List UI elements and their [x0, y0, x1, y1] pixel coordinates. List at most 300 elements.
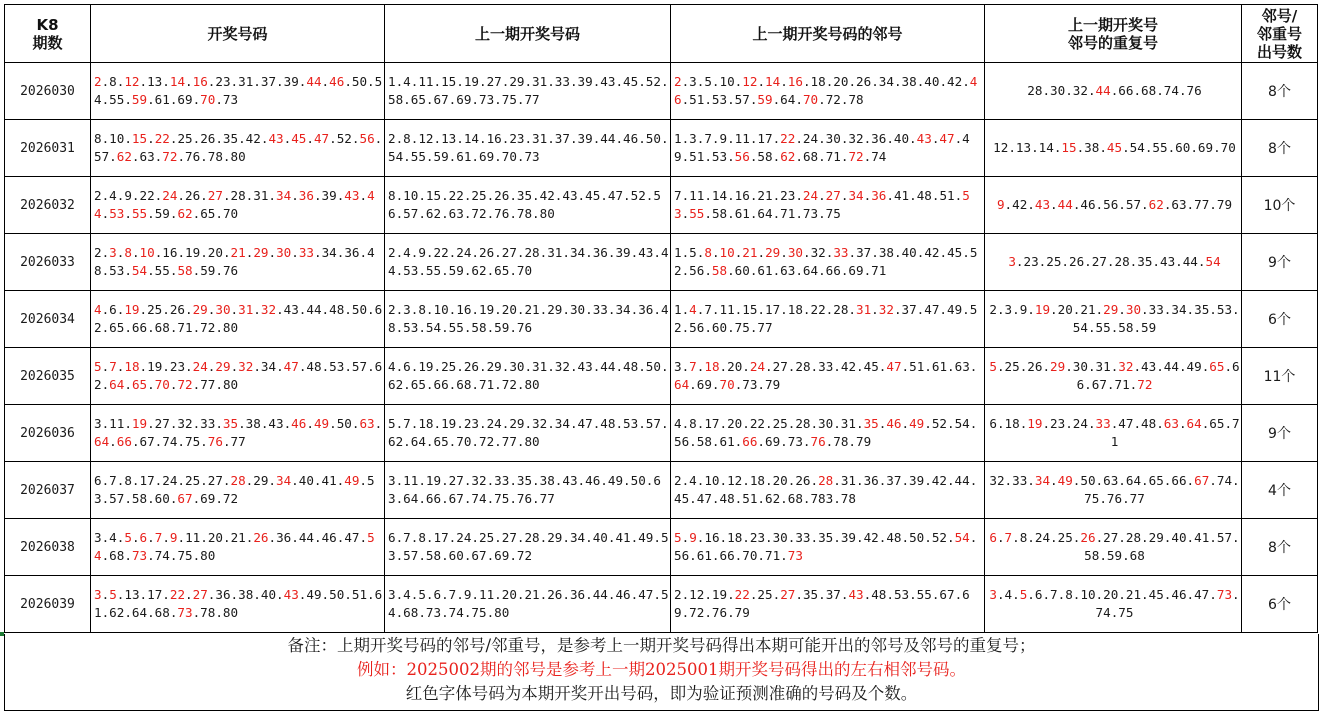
hit-number: 64 [674, 377, 690, 392]
number-text: .74.75 [1095, 587, 1240, 620]
header-prev-neighbors: 上一期开奖号码的邻号 [671, 5, 985, 63]
number-text: . [901, 416, 910, 431]
hit-count-cell: 8个 [1242, 120, 1318, 177]
header-row [5, 5, 1318, 63]
number-text: . [780, 245, 788, 260]
repeat-numbers-cell [985, 405, 1242, 462]
hit-number: 24 [802, 188, 819, 203]
number-text: . [245, 245, 254, 260]
hit-number: 70 [200, 92, 216, 107]
hit-number: 67 [1194, 473, 1210, 488]
table-row [5, 291, 1318, 348]
hit-number: 15 [131, 131, 148, 146]
header-issue-line1: K8 [36, 15, 59, 34]
hit-number: 7 [109, 359, 117, 374]
number-text: .66.68.74.76 [1110, 83, 1202, 98]
hit-number: 43 [916, 131, 932, 146]
hit-count-cell: 10个 [1242, 177, 1318, 234]
hit-number: 4 [94, 302, 102, 317]
number-text: .59. [147, 206, 178, 221]
number-text: .51.53.57. [681, 92, 758, 107]
number-text: .6. [101, 302, 125, 317]
hit-number: 47 [283, 359, 299, 374]
number-text: .37.38.40.42.45.52.56. [674, 245, 978, 278]
table-row [5, 405, 1318, 462]
hit-number: 54 [1205, 254, 1221, 269]
number-text: . [131, 245, 140, 260]
number-text: .63.77.79 [1163, 197, 1233, 212]
hit-number: 8 [704, 245, 712, 260]
number-text: .25. [749, 587, 781, 602]
number-text: . [871, 302, 879, 317]
number-text: .42. [1004, 197, 1035, 212]
hit-number: 56 [734, 149, 750, 164]
number-text: .36.38.40. [207, 587, 284, 602]
hit-number: 5 [989, 359, 997, 374]
number-text: .78.80 [192, 605, 239, 620]
number-text: 1.5. [674, 245, 705, 260]
number-text: .33.34.35.53.54.55.58.59 [1072, 302, 1240, 335]
header-issue [5, 5, 91, 63]
neighbor-numbers-cell [671, 63, 985, 120]
draw-numbers-cell [91, 234, 385, 291]
number-text: .78.79 [825, 434, 872, 449]
draw-numbers-cell [91, 120, 385, 177]
number-text: . [681, 530, 690, 545]
hit-number: 76 [207, 434, 223, 449]
prev-numbers-cell [385, 120, 671, 177]
hit-number: 29 [1103, 302, 1119, 317]
hit-number: 56 [359, 131, 375, 146]
number-text: 2.8.12.13.14.16.23.31.37.39.44.46.50.54.55.59.61.69.70.73 [388, 131, 669, 164]
number-text: . [147, 530, 155, 545]
issue-cell: 2026032 [5, 177, 91, 234]
number-text: .6.7.8.10.20.21.45.46.47. [1027, 587, 1217, 602]
number-text: . [359, 188, 368, 203]
number-text: 2.3.8.10.16.19.20.21.29.30.33.34.36.48.53.54.55.58.59.76 [388, 302, 669, 335]
number-text: .7.11.15.17.18.22.28. [696, 302, 856, 317]
number-text: .74.75.76.77 [1084, 473, 1240, 506]
hit-number: 66 [742, 434, 758, 449]
hit-number: 32 [238, 359, 254, 374]
hit-number: 24 [192, 359, 208, 374]
hit-count-cell: 6个 [1242, 291, 1318, 348]
number-text: 7.11.14.16.21.23. [674, 188, 803, 203]
hit-number: 7 [1004, 530, 1013, 545]
number-text: .36.44.46.47. [268, 530, 368, 545]
hit-number: 62 [780, 149, 796, 164]
number-text: . [185, 587, 193, 602]
number-text: 6.7.8.17.24.25.27.28.29.34.40.41.49.53.57.58.60.67.69.72 [388, 530, 669, 563]
hit-number: 54 [131, 263, 148, 278]
number-text: 5.7.18.19.23.24.29.32.34.47.48.53.57.62.64.65.70.72.77.80 [388, 416, 669, 449]
number-text: . [169, 377, 178, 392]
hit-number: 10 [139, 245, 155, 260]
number-text: . [840, 188, 849, 203]
hit-count-cell: 8个 [1242, 519, 1318, 576]
number-text: . [1178, 416, 1187, 431]
number-text: .48.53.57.62. [94, 359, 383, 392]
hit-number: 53 [109, 206, 125, 221]
number-text: 2.4.9.22.24.26.27.28.31.34.36.39.43.44.53.55.59.62.65.70 [388, 245, 669, 278]
hit-number: 32 [878, 302, 894, 317]
repeat-numbers-cell [985, 291, 1242, 348]
issue-cell: 2026034 [5, 291, 91, 348]
number-text: .13.17. [116, 587, 170, 602]
hit-number: 34 [848, 188, 864, 203]
neighbor-numbers-cell [671, 234, 985, 291]
hit-number: 47 [886, 359, 902, 374]
number-text: . [818, 188, 826, 203]
hit-number: 34 [1034, 473, 1051, 488]
issue-cell: 2026035 [5, 348, 91, 405]
number-text: 3.4. [94, 530, 125, 545]
number-text: .23.24. [1042, 416, 1096, 431]
hit-number: 10 [719, 245, 735, 260]
number-text: .50.63.64.65.66. [1072, 473, 1195, 488]
number-text: .11.20.21. [177, 530, 254, 545]
hit-number: 28 [818, 473, 834, 488]
draw-numbers-cell [91, 177, 385, 234]
number-text: .13. [139, 74, 170, 89]
hit-number: 67 [177, 491, 193, 506]
hit-number: 65 [131, 377, 148, 392]
number-text: . [207, 359, 216, 374]
hit-number: 12 [742, 74, 758, 89]
number-text: . [101, 206, 110, 221]
prev-numbers-cell [385, 348, 671, 405]
number-text: . [185, 74, 193, 89]
number-text: .27.28.33.42.45. [765, 359, 887, 374]
header-draw: 开奖号码 [91, 5, 385, 63]
number-text: .74.75.80 [147, 548, 216, 563]
hit-number: 27 [825, 188, 841, 203]
hit-number: 30 [276, 245, 292, 260]
hit-number: 28 [230, 473, 246, 488]
hit-number: 44 [94, 188, 375, 221]
hit-count-cell: 8个 [1242, 63, 1318, 120]
draw-numbers-cell [91, 405, 385, 462]
hit-number: 73 [1216, 587, 1233, 602]
number-text: . [696, 359, 705, 374]
number-text: . [757, 245, 766, 260]
hit-number: 43 [848, 587, 864, 602]
hit-number: 24 [749, 359, 766, 374]
repeat-numbers-cell [985, 177, 1242, 234]
hit-number: 46 [674, 74, 978, 107]
number-text: 2.4.10.12.18.20.26. [674, 473, 819, 488]
table-row [5, 576, 1318, 633]
number-text: 3.4.5.6.7.9.11.20.21.26.36.44.46.47.54.68.73.74.75.80 [388, 587, 669, 620]
remark-line-2: 例如：2025002期的邻号是参考上一期2025001期开奖号码得出的左右相邻号码。 [357, 660, 966, 679]
hit-number: 64 [94, 434, 110, 449]
hit-number: 3 [109, 245, 117, 260]
number-text: 8.10. [94, 131, 132, 146]
table-row [5, 234, 1318, 291]
number-text: .65.71 [1110, 416, 1240, 449]
number-text: . [931, 131, 940, 146]
hit-number: 63 [359, 416, 375, 431]
number-text: .50. [329, 416, 360, 431]
number-text: .69.72 [192, 491, 239, 506]
hit-number: 73 [177, 605, 193, 620]
repeat-numbers-cell [985, 576, 1242, 633]
hit-number: 3 [94, 587, 102, 602]
hit-number: 27 [207, 188, 223, 203]
issue-cell: 2026038 [5, 519, 91, 576]
hit-number: 33 [1095, 416, 1111, 431]
number-text: 2.12.19. [674, 587, 735, 602]
draw-numbers-cell [91, 348, 385, 405]
number-text: .26. [177, 188, 208, 203]
hit-number: 43 [268, 131, 284, 146]
number-text: .43.44.49. [1133, 359, 1210, 374]
repeat-numbers-cell [985, 519, 1242, 576]
number-text: .8.24.25. [1012, 530, 1081, 545]
hit-number: 18 [704, 359, 720, 374]
hit-number: 76 [810, 434, 826, 449]
number-text: .74 [863, 149, 887, 164]
number-text: . [1050, 473, 1058, 488]
number-text: . [283, 131, 292, 146]
hit-number: 49 [909, 416, 925, 431]
repeat-numbers-cell [985, 348, 1242, 405]
hit-number: 49 [313, 416, 330, 431]
hit-number: 29 [1050, 359, 1066, 374]
hit-number: 31 [238, 302, 254, 317]
number-text: .35.37. [795, 587, 849, 602]
number-text: .25.26. [996, 359, 1051, 374]
hit-number: 72 [177, 377, 193, 392]
hit-number: 53 [674, 188, 970, 221]
hit-number: 34 [276, 188, 292, 203]
issue-cell: 2026039 [5, 576, 91, 633]
table-row [5, 177, 1318, 234]
number-text: 1.4.11.15.19.27.29.31.33.39.43.45.52.58.65.67.69.73.75.77 [388, 74, 669, 107]
table-row [5, 63, 1318, 120]
prev-numbers-cell [385, 462, 671, 519]
issue-cell: 2026030 [5, 63, 91, 120]
hit-number: 58 [177, 263, 193, 278]
hit-number: 72 [162, 149, 178, 164]
number-text: . [306, 416, 314, 431]
number-text: 1. [674, 302, 690, 317]
hit-number: 33 [833, 245, 849, 260]
hit-number: 44 [306, 74, 322, 89]
number-text: . [124, 377, 132, 392]
number-text: 1.3.7.9.11.17. [674, 131, 781, 146]
hit-number: 46 [329, 74, 345, 89]
number-text: .30.31. [1065, 359, 1119, 374]
number-text: . [996, 530, 1005, 545]
hit-number: 29 [192, 302, 208, 317]
neighbor-numbers-cell [671, 120, 985, 177]
number-text: .31.36.37.39.42.44.45.47.48.51.62.68.783.78 [674, 473, 978, 506]
hit-number: 59 [131, 92, 148, 107]
hit-number: 54 [94, 530, 375, 563]
hit-number: 49 [1057, 473, 1073, 488]
number-text: 6.7.8.17.24.25.27. [94, 473, 231, 488]
hit-number: 19 [131, 416, 148, 431]
hit-number: 22 [154, 131, 170, 146]
hit-number: 43 [1034, 197, 1051, 212]
hit-number: 36 [871, 188, 887, 203]
number-text: . [124, 206, 132, 221]
number-text: .16.18.23.30.33.35.39.42.48.50.52. [696, 530, 955, 545]
hit-number: 2 [94, 74, 102, 89]
number-text: . [1050, 197, 1058, 212]
number-text: . [374, 416, 383, 431]
hit-number: 44 [1057, 197, 1073, 212]
prev-numbers-cell [385, 177, 671, 234]
hit-number: 30 [1125, 302, 1142, 317]
hit-number: 47 [939, 131, 955, 146]
hit-number: 7 [689, 359, 697, 374]
hit-number: 19 [1027, 416, 1043, 431]
number-text: .77 [222, 434, 246, 449]
hit-number: 47 [313, 131, 330, 146]
lottery-table [4, 4, 1318, 633]
hit-number: 30 [215, 302, 231, 317]
number-text: .23.25.26.27.28.35.43.44. [1015, 254, 1206, 269]
hit-number: 14 [765, 74, 781, 89]
hit-number: 9 [996, 197, 1005, 212]
number-text: .19.23. [139, 359, 193, 374]
number-text: .16.19.20. [154, 245, 231, 260]
hit-number: 70 [719, 377, 735, 392]
number-text: .3.5.10. [681, 74, 743, 89]
number-text: .60.61.63.64.66.69.71 [727, 263, 887, 278]
header-issue-line2: 期数 [32, 33, 63, 52]
hit-number: 70 [802, 92, 819, 107]
number-text: 2.4.9.22. [94, 188, 163, 203]
hit-number: 2 [674, 74, 682, 89]
repeat-numbers-cell [985, 234, 1242, 291]
hit-number: 46 [886, 416, 902, 431]
number-text: .59.76 [192, 263, 239, 278]
number-text: . [780, 74, 788, 89]
number-text: .32. [803, 245, 834, 260]
number-text: .43.44.48.50.62.65.66.68.71.72.80 [94, 302, 383, 335]
number-text: .37.47.49.52.56.60.75.77 [674, 302, 978, 335]
hit-number: 16 [192, 74, 208, 89]
hit-number: 45 [291, 131, 307, 146]
hit-number: 44 [1095, 83, 1111, 98]
repeat-numbers-cell [985, 462, 1242, 519]
number-text: .38.43. [238, 416, 292, 431]
draw-numbers-cell [91, 462, 385, 519]
hit-number: 22 [169, 587, 186, 602]
number-text: . [757, 74, 766, 89]
number-text: 8.10.15.22.25.26.35.42.43.45.47.52.56.57.62.63.72.76.78.80 [388, 188, 661, 221]
hit-count-cell: 9个 [1242, 234, 1318, 291]
hit-number: 5 [1019, 587, 1028, 602]
hit-number: 27 [192, 587, 208, 602]
hit-number: 21 [742, 245, 758, 260]
hit-number: 62 [116, 149, 132, 164]
hit-number: 35 [222, 416, 239, 431]
number-text: 2. [94, 245, 110, 260]
hit-number: 31 [856, 302, 872, 317]
neighbor-numbers-cell [671, 291, 985, 348]
hit-number: 6 [989, 530, 997, 545]
hit-number: 9 [169, 530, 178, 545]
prev-numbers-cell [385, 576, 671, 633]
hit-number: 45 [1106, 140, 1123, 155]
hit-number: 35 [863, 416, 879, 431]
number-text: .76.78.80 [177, 149, 246, 164]
hit-number: 49 [344, 473, 360, 488]
number-text: . [306, 131, 314, 146]
number-text: .52.54.56.58.61. [674, 416, 978, 449]
number-text: .48.53.55.67.69.72.76.79 [674, 587, 970, 620]
number-text: .34. [253, 359, 284, 374]
hit-number: 46 [291, 416, 307, 431]
hit-number: 64 [1186, 416, 1202, 431]
number-text: 28.30.32. [1027, 83, 1096, 98]
number-text: .20.21. [1050, 302, 1104, 317]
draw-numbers-cell [91, 291, 385, 348]
hit-number: 24 [162, 188, 178, 203]
number-text: . [162, 530, 170, 545]
issue-cell: 2026033 [5, 234, 91, 291]
hit-number: 63 [1163, 416, 1179, 431]
neighbor-numbers-cell [671, 462, 985, 519]
number-text: .50.54.55. [94, 74, 383, 107]
hit-number: 33 [298, 245, 315, 260]
number-text: .34.36.48.53. [94, 245, 375, 278]
number-text: .20. [719, 359, 750, 374]
prev-numbers-cell [385, 291, 671, 348]
number-text: 4.8.17.20.22.25.28.30.31. [674, 416, 864, 431]
hit-number: 73 [131, 548, 148, 563]
neighbor-numbers-cell [671, 405, 985, 462]
hit-number: 29 [215, 359, 231, 374]
number-text: .25.26.35.42. [169, 131, 269, 146]
number-text: .27.32.33. [147, 416, 223, 431]
neighbor-numbers-cell [671, 576, 985, 633]
number-text: .68. [101, 548, 132, 563]
hit-number: 58 [711, 263, 728, 278]
hit-number: 29 [253, 245, 269, 260]
number-text: 2.3.9. [989, 302, 1035, 317]
hit-number: 3 [1008, 254, 1016, 269]
hit-number: 62 [1148, 197, 1164, 212]
hit-number: 30 [787, 245, 803, 260]
hit-number: 15 [1061, 140, 1077, 155]
header-count [1242, 5, 1318, 63]
draw-numbers-cell [91, 63, 385, 120]
number-text: .39. [313, 188, 345, 203]
number-text: . [1118, 302, 1126, 317]
hit-number: 21 [230, 245, 246, 260]
number-text: .46.56.57. [1072, 197, 1149, 212]
number-text: .49.50.51.61.62.64.68. [94, 587, 383, 620]
hit-number: 62 [177, 206, 193, 221]
number-text: . [291, 245, 299, 260]
hit-number: 7 [154, 530, 163, 545]
prev-numbers-cell [385, 63, 671, 120]
hit-count-cell: 6个 [1242, 576, 1318, 633]
table-row [5, 519, 1318, 576]
number-text: . [681, 206, 690, 221]
draw-numbers-cell [91, 576, 385, 633]
number-text: 3.11. [94, 416, 132, 431]
number-text: 3.11.19.27.32.33.35.38.43.46.49.50.63.64.66.67.74.75.76.77 [388, 473, 661, 506]
number-text: .63. [131, 149, 163, 164]
hit-number: 26 [1080, 530, 1096, 545]
number-text: .23.31.37.39. [207, 74, 307, 89]
